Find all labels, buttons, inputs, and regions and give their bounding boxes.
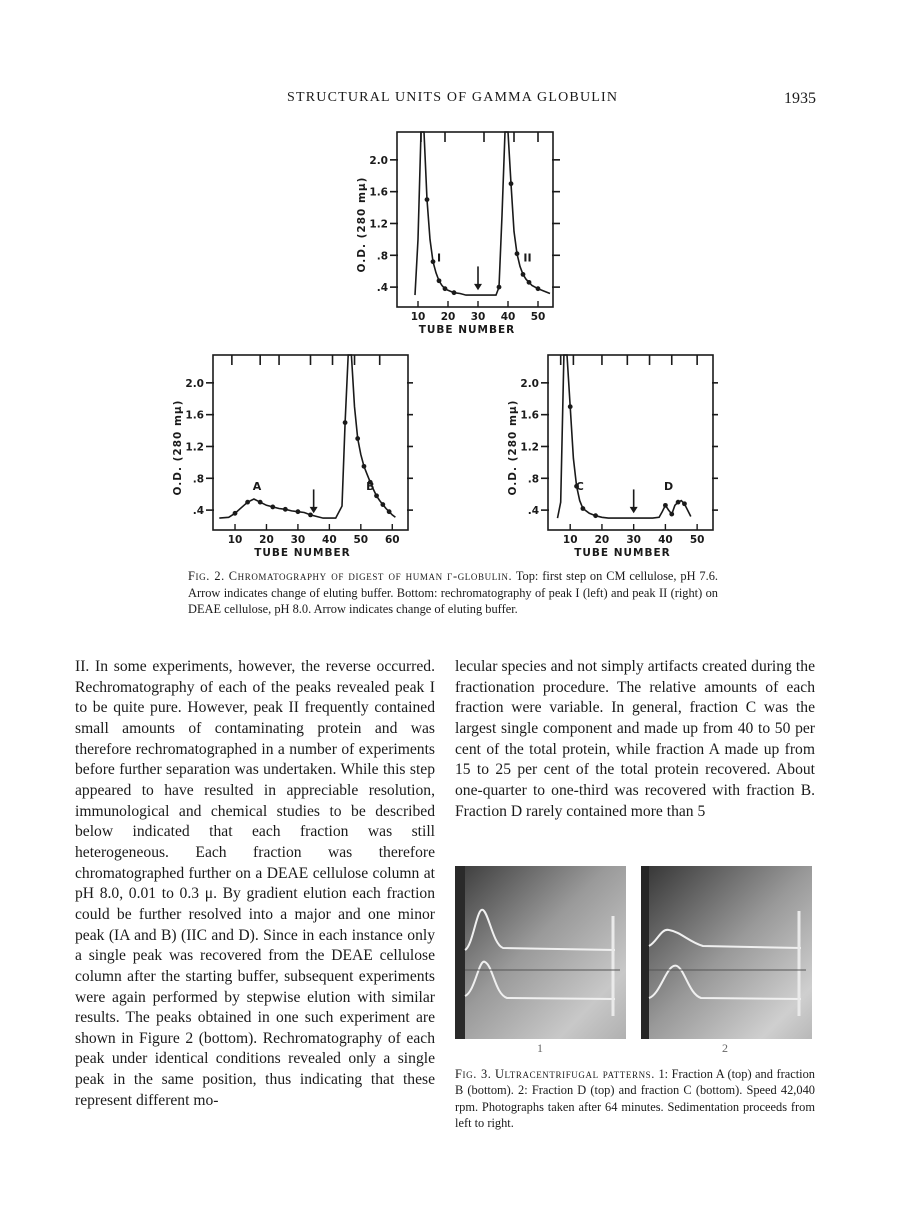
data-point <box>425 197 430 202</box>
data-point <box>515 251 520 256</box>
y-tick-label: 1.2 <box>185 441 204 454</box>
fig2-bottom-left-chart <box>168 350 413 563</box>
peak-label: A <box>252 480 262 494</box>
peak-label: II <box>523 251 532 265</box>
fig3-caption-label: Fig. 3. <box>455 1067 492 1081</box>
running-title: STRUCTURAL UNITS OF GAMMA GLOBULIN <box>287 90 619 105</box>
y-tick-label: 1.6 <box>369 186 388 199</box>
page-number: 1935 <box>784 90 816 107</box>
fig2-caption-title: Chromatography of digest of human γ-globulin. <box>228 569 513 583</box>
x-axis-label: TUBE NUMBER <box>418 324 516 336</box>
data-point <box>676 500 681 505</box>
y-tick-label: 1.6 <box>185 409 204 422</box>
data-point <box>283 507 288 512</box>
data-point <box>362 464 367 469</box>
figure-3-caption <box>455 1066 815 1131</box>
plot-frame <box>213 355 408 530</box>
data-point <box>663 503 668 508</box>
y-tick-label: 1.2 <box>520 441 539 454</box>
y-tick-label: 2.0 <box>520 377 539 390</box>
y-tick-label: 1.6 <box>520 409 539 422</box>
x-tick-label: 30 <box>626 534 641 546</box>
data-point <box>233 511 238 516</box>
data-point <box>437 278 442 283</box>
x-tick-label: 50 <box>530 311 546 323</box>
y-tick-label: 1.2 <box>369 218 388 231</box>
data-point <box>521 272 526 277</box>
data-point <box>296 509 301 514</box>
peak-label: B <box>366 480 375 494</box>
y-axis-label: O.D. (280 mμ) <box>356 176 368 273</box>
ultracentrifuge-photo-2 <box>641 866 812 1039</box>
data-point <box>258 500 263 505</box>
fig2-caption-label: Fig. 2. <box>188 569 225 583</box>
data-point <box>431 259 436 264</box>
fig2-bottom-right-chart <box>503 350 718 563</box>
x-tick-label: 10 <box>410 311 426 323</box>
data-point <box>509 181 514 186</box>
x-tick-label: 10 <box>227 534 243 546</box>
series-line <box>219 355 395 518</box>
y-tick-label: .4 <box>192 505 204 518</box>
data-point <box>387 509 392 514</box>
fig2-top-chart <box>345 127 560 337</box>
right-column <box>455 657 815 822</box>
data-point <box>581 506 586 511</box>
x-tick-label: 50 <box>353 534 369 546</box>
ultracentrifuge-photo-1 <box>455 866 626 1039</box>
left-column <box>75 657 435 1111</box>
x-tick-label: 40 <box>322 534 337 546</box>
y-axis-label: O.D. (280 mμ) <box>507 399 519 496</box>
data-point <box>374 493 379 498</box>
peak-label: D <box>664 480 674 494</box>
right-column-text: lecular species and not simply artifacts created during the fractionation procedure. The relative amounts of each fraction were variable. In general, fraction C was the largest single component and made up from 40 to 50 per cent of the total protein, while fraction A made up from 15 to 25 per cent of the total protein recovered. About one-quarter to one-third was recovered with fraction B. Fraction D rarely contained more than 5 <box>455 658 815 820</box>
x-tick-label: 40 <box>658 534 673 546</box>
data-point <box>308 512 313 517</box>
y-tick-label: .8 <box>527 473 539 486</box>
data-point <box>380 502 385 507</box>
x-tick-label: 50 <box>689 534 705 546</box>
y-tick-label: .8 <box>376 250 388 263</box>
data-point <box>343 420 348 425</box>
x-axis-label: TUBE NUMBER <box>254 547 351 559</box>
photo-label-2: 2 <box>722 1041 728 1055</box>
x-tick-label: 20 <box>594 534 610 546</box>
data-point <box>443 286 448 291</box>
data-point <box>536 286 541 291</box>
data-point <box>355 436 360 441</box>
data-point <box>568 404 573 409</box>
x-tick-label: 60 <box>384 534 400 546</box>
y-tick-label: 2.0 <box>369 154 388 167</box>
data-point <box>270 505 275 510</box>
y-tick-label: 2.0 <box>185 377 204 390</box>
fig2-caption-text: Top: first step on CM cellulose, pH 7.6. Arrow indicates change of eluting buffer. Bottom: rechromatography of peak I (left) and peak II (right) on DEAE cellulose, pH 8.0. Arrow indicates change of eluting buffer. <box>188 569 718 616</box>
fig3-caption-text: 1: Fraction A (top) and fraction B (bottom). 2: Fraction D (top) and fraction C (bottom). Speed 42,040 rpm. Photographs taken after 64 minutes. Sedimentation proceeds from left to right. <box>455 1067 815 1130</box>
y-axis-label: O.D. (280 mμ) <box>172 399 184 496</box>
peak-label: I <box>436 251 442 265</box>
left-column-text: II. In some experiments, however, the reverse occurred. Rechromatography of each of the peaks revealed peak I to be quite pure. However, peak II frequently contained small amounts of contaminating protein and was therefore rechromatographed in a number of experiments before further separation was undertaken. While this step appeared to have resulted in appreciable resolution, immunological and chemical studies to be described below indicated that each fraction was still heterogeneous. Each fraction was therefore chromatographed further on a DEAE cellulose column at pH 8.0, 0.01 to 0.3 μ. By gradient elution each fraction could be further resolved into a major and one minor peak (IA and B) (IIC and D). Since in each instance only a single peak was recovered from the DEAE cellulose column after the starting buffer, subsequent experiments were again performed by stepwise elution with similar results. The peaks obtained in one such experiment are shown in Figure 2 (bottom). Rechromatography of each peak under identical conditions revealed only a single peak in the same position, thus indicating that these represent different mo- <box>75 658 435 1109</box>
data-point <box>245 500 250 505</box>
peak-label: C <box>575 480 584 494</box>
fig3-caption-title: Ultracentrifugal patterns. <box>494 1067 655 1081</box>
x-tick-label: 10 <box>562 534 578 546</box>
photo-label-1: 1 <box>537 1041 543 1055</box>
data-point <box>669 512 674 517</box>
x-tick-label: 30 <box>470 311 486 323</box>
buffer-change-arrowhead <box>310 507 318 513</box>
x-axis-label: TUBE NUMBER <box>574 547 671 559</box>
data-point <box>682 501 687 506</box>
data-point <box>527 280 532 285</box>
x-tick-label: 20 <box>440 311 456 323</box>
series-line <box>558 355 691 518</box>
y-tick-label: .4 <box>376 282 388 295</box>
x-tick-label: 20 <box>259 534 274 546</box>
data-point <box>452 290 457 295</box>
series-line <box>415 132 550 295</box>
data-point <box>497 285 502 290</box>
buffer-change-arrowhead <box>474 284 482 290</box>
x-tick-label: 40 <box>500 311 516 323</box>
y-tick-label: .8 <box>192 473 204 486</box>
figure-2-caption <box>188 568 718 618</box>
y-tick-label: .4 <box>527 505 539 518</box>
x-tick-label: 30 <box>290 534 306 546</box>
data-point <box>593 513 598 518</box>
buffer-change-arrowhead <box>630 507 638 513</box>
